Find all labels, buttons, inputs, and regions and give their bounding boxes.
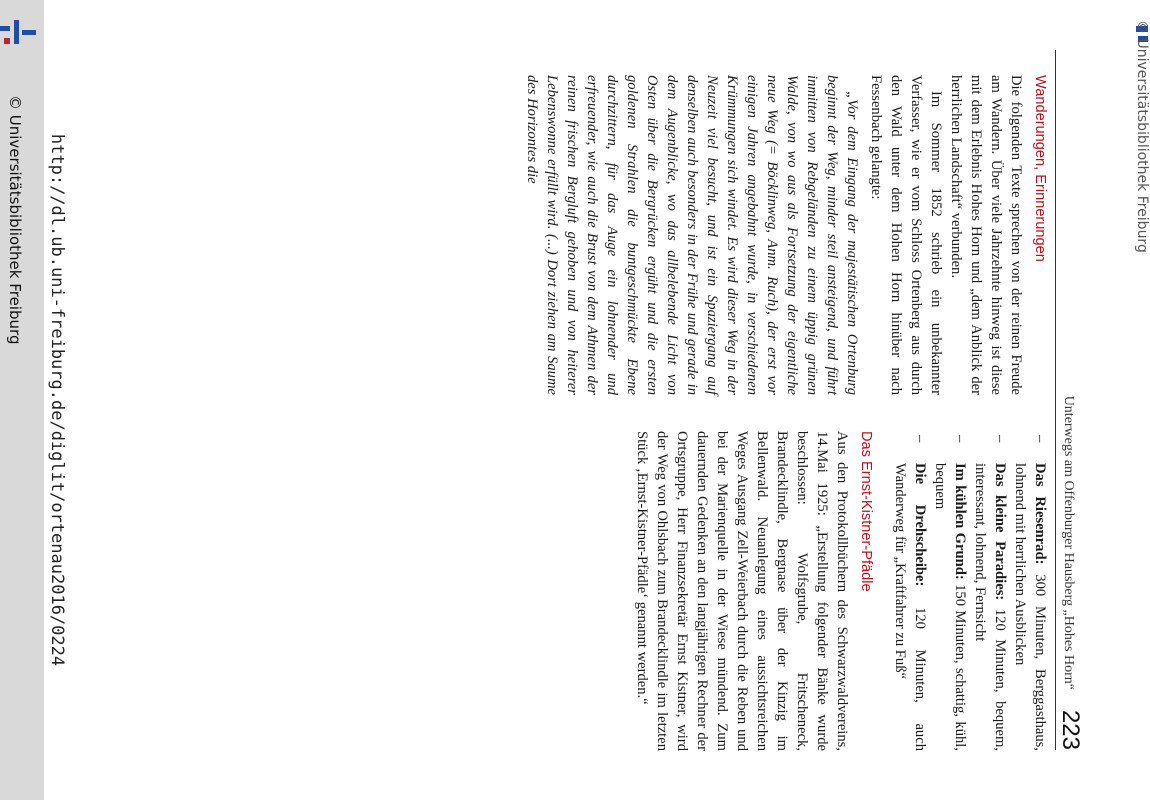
section-heading: Wanderungen, Erinnerungen (1032, 75, 1048, 262)
watermark-url: http://dl.ub.uni-freiburg.de/diglit/ortenau2016/0224 (47, 133, 67, 667)
ghost-watermark: © Universitätsbibliothek Freiburg (1134, 20, 1150, 253)
section-heading: Das Ernst-Kistner-Pfädle (858, 431, 874, 592)
paragraph: Die folgenden Texte sprechen von der reinen Freude am Wandern. Über viele Jahrzehnte hinweg ist diese mit dem Erlebnis Hohes Horn und „dem Anblick der herrlichen Landschaft“ verbunden. (948, 75, 1024, 395)
left-column (522, 75, 1050, 395)
quote-paragraph: „Vor dem Eingang der majestätischen Ortenburg beginnt der Weg, minder steil ansteigend, und führt inmitten von Rebgeländen zu einem üppig grünen Walde, von wo aus als Fortsetzung der eigentliche neue Weg (= Böcklinweg, Anm. Ruch), der erst vor einigen Jahren angebahnt wurde, in verschiedenen Krümmungen sich windet. Es wird dieser Weg in der Neuzeit viel besucht, und ist ein Spaziergang auf denselben auch besonders in der Frühe und gerade in dem Augenblicke, wo das allbelebende Licht von Osten über die Bergrücken ergüht und die ersten goldenen Strahlen die buntgeschmückte Ebene durchzittern, für das Auge ein lohnender und erfreuender, wie auch die Brust von dem Athmen der reinen frischen Bergluft gehoben und von heiterer Lebenswonne erfüllt wird. (...) Dort ziehen am Saume des Horizontes die (524, 75, 860, 395)
running-title: Unterwegs am Offenburger Hausberg „Hohes Horn“ (1061, 395, 1076, 690)
list-item: – Die Drehscheibe: 120 Minuten, auch Wanderweg für „Kraftfahrer zu Fuß“ (892, 435, 928, 751)
list-item: – Das kleine Paradies: 120 Minuten, bequem, interessant, lohnend, Fernsicht (972, 435, 1008, 751)
paragraph: Aus den Protokollbüchern des Schwarzwaldvereins, 14.Mai 1925: „Erstellung folgender Bänke wurde beschlossen: Wolfsgrube, Fritscheneck, Brandecklindle, Bergnase über der Kinzig im Bellenwald. Neuanlegung eines aussichtsreichen Weges Ausgang Zell-Weierbach durch die Reben und bei der Marienquelle in der Wiese mündend. Zum dauernden Gedenken an den langjährigen Rechner der Ortsgruppe, Herr Finanzsekretär Ernst Kistner, wird der Weg von Ohlsbach zum Brandecklindle im letzten Stück ‚Ernst-Kistner-Pfädle‘ genannt werden.“ (634, 431, 850, 751)
page-number: 223 (1057, 709, 1084, 750)
paragraph: Im Sommer 1852 schrieb ein unbekannter Verfasser, wie er vom Schloss Ortenberg aus durch den Wald unter dem Hohen Horn hinüber nach Fessenbach gelangte: (868, 75, 944, 395)
page-header (1055, 50, 1082, 750)
list-item: – Im kühlen Grund: 150 Minuten, schattig, kühl, bequem (932, 435, 968, 751)
watermark-copyright: © Universitätsbibliothek Freiburg (6, 95, 24, 345)
right-column (632, 431, 1050, 751)
list-item: – Das Riesenrad: 300 Minuten, Berggasthaus, lohnend mit herrlichen Ausblicken (1012, 435, 1048, 752)
